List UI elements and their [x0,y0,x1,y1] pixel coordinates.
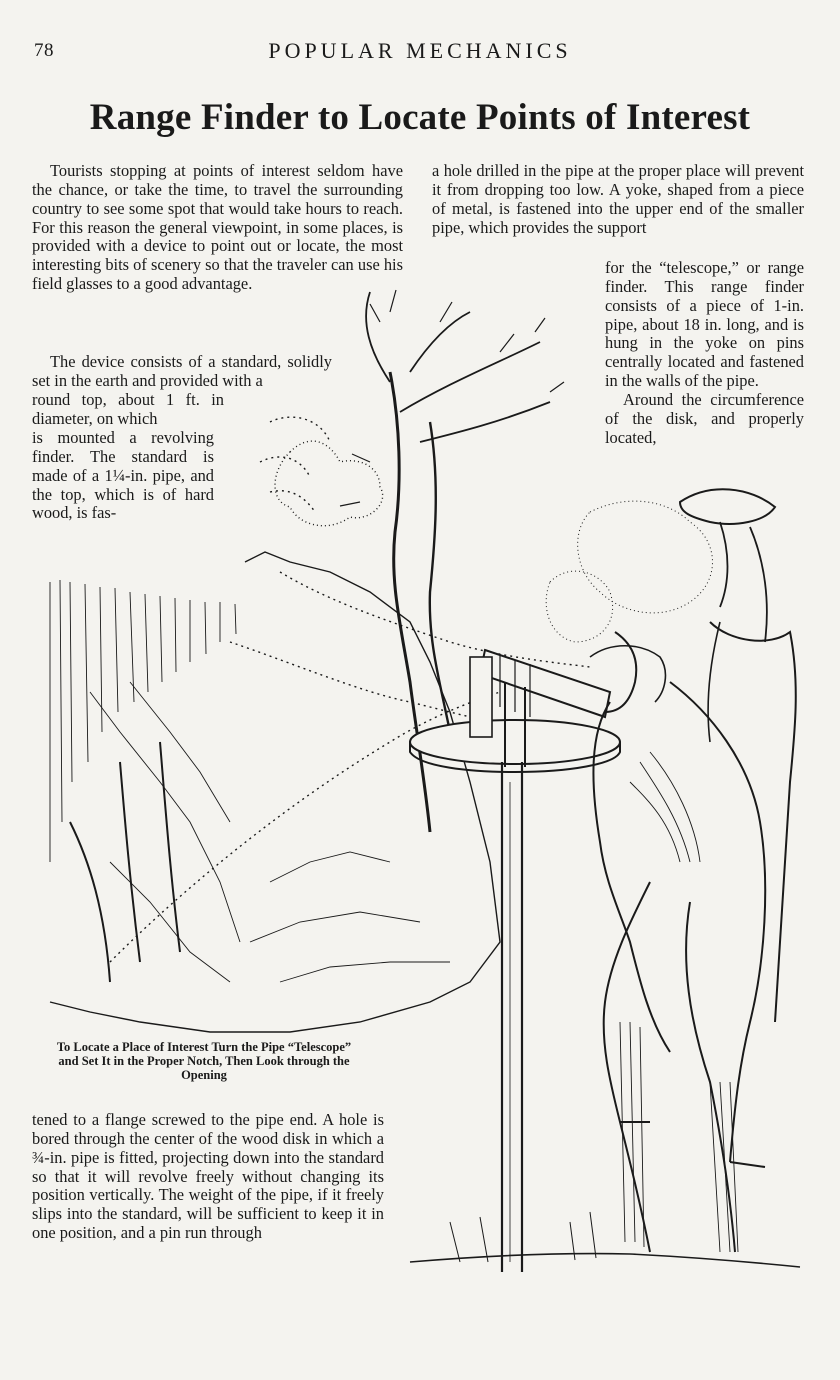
paragraph-intro: Tourists stopping at points of interest seldom have the chance, or take the time, to travel the surrounding country to see some spot that would take hours to reach. For this reason the general viewpoint, in some places, is provided with a device to point out or locate, the most interesting bits of scenery so that the traveler can use his field glasses to a good advantage. [32,161,403,294]
article-title: Range Finder to Locate Points of Interest [89,97,751,138]
range-finder-illustration [30,262,810,1282]
paragraph-circumference: Around the circumference of the disk, and properly located, [605,389,804,447]
paragraph-device: The device consists of a standard, solidly set in the earth and provided with a [32,352,332,390]
paragraph-device-cont: round top, about 1 ft. in diameter, on which [32,390,224,428]
paragraph-yoke: a hole drilled in the pipe at the proper place will prevent it from dropping too low. A yoke, shaped from a piece of metal, is fastened into the upper end of the smaller pipe, which provides the support [432,161,804,237]
paragraph-device-cont2: is mounted a revolving finder. The standard is made of a 1¼-in. pipe, and the top, which is of hard wood, is fas- [32,428,214,523]
paragraph-telescope: for the “telescope,” or range finder. This range finder consists of a piece of 1-in. pipe, about 18 in. long, and is hung in the yoke on pins centrally located and fastened in the walls of the pipe. [605,258,804,391]
figure-caption: To Locate a Place of Interest Turn the Pipe “Telescope” and Set It in the Proper Notch, Then Look through the Opening [56,1040,352,1082]
column-right-top [432,162,804,237]
page-number: 78 [34,40,54,61]
paragraph-flange: tened to a flange screwed to the pipe end. A hole is bored through the center of the wood disk in which a ¾-in. pipe is fitted, projecting down into the standard so that it will revolve freely without changing its position vertically. The weight of the pipe, if it freely slips into the standard, will be sufficient to keep it in one position, and a pin run through [32,1110,384,1243]
running-head: POPULAR MECHANICS [268,38,572,63]
